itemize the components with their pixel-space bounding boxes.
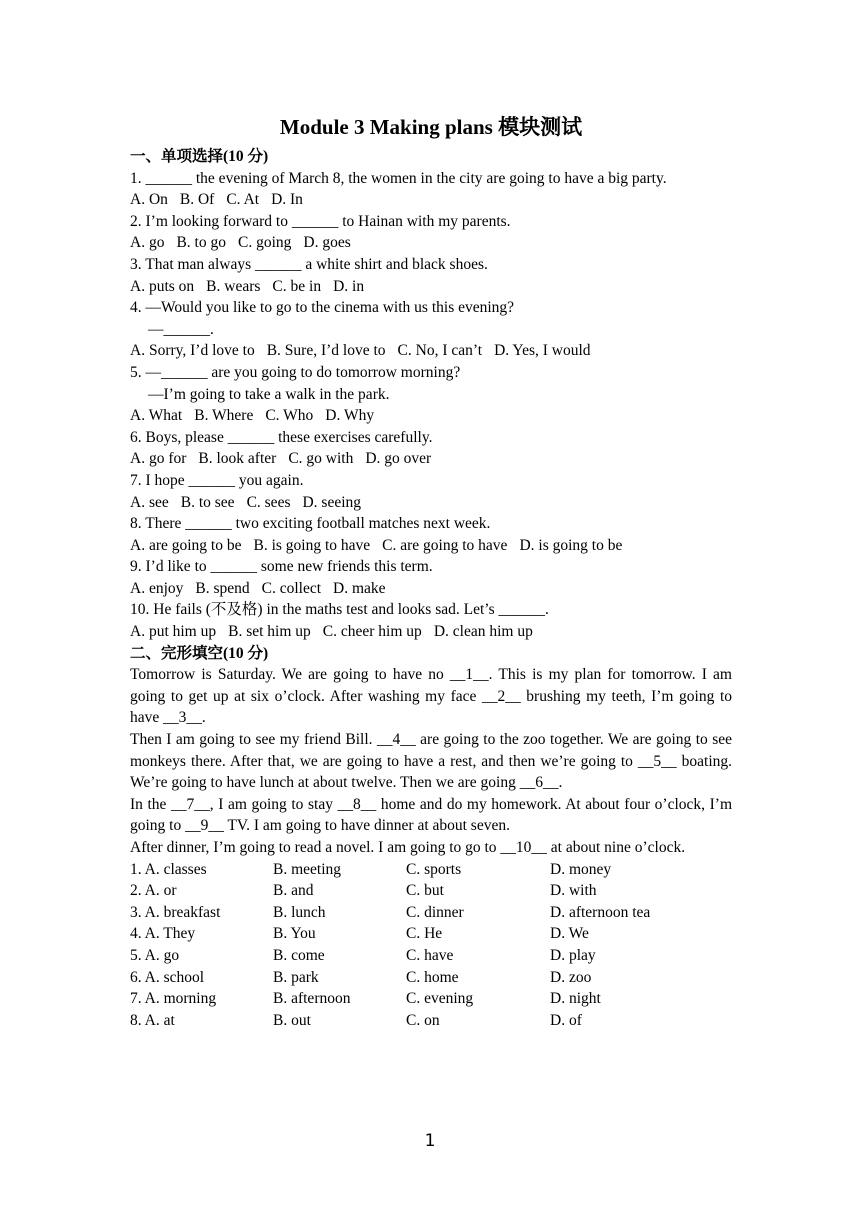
choice-cell: B. afternoon xyxy=(273,990,351,1008)
question-options xyxy=(130,448,732,470)
choice-cell: B. lunch xyxy=(273,903,326,921)
choice-cell: D. night xyxy=(550,990,601,1008)
question-stem: 3. That man always ______ a white shirt and black shoes. xyxy=(130,255,488,273)
choice-cell: 6. A. school xyxy=(130,968,205,986)
section-cloze xyxy=(130,643,732,1032)
option: A. are going to be xyxy=(130,536,242,554)
option: D. clean him up xyxy=(433,623,533,641)
option: D. make xyxy=(333,579,386,597)
option: C. collect xyxy=(261,579,322,597)
choice-cell: 2. A. or xyxy=(130,882,177,900)
option: D. seeing xyxy=(302,493,362,511)
option: D. go over xyxy=(365,450,432,468)
choice-cell: D. zoo xyxy=(550,968,592,986)
choice-cell: B. out xyxy=(273,1011,311,1029)
option: B. to go xyxy=(176,234,226,252)
choice-cell: 5. A. go xyxy=(130,946,180,964)
choice-cell: 8. A. at xyxy=(130,1011,175,1029)
choice-cell: C. sports xyxy=(406,860,462,878)
option: D. Why xyxy=(325,407,375,425)
choice-cell: 7. A. morning xyxy=(130,990,217,1008)
question-stem: 1. ______ the evening of March 8, the women in the city are going to have a big party. xyxy=(130,169,667,187)
choice-cell: C. evening xyxy=(406,990,474,1008)
page-title: Module 3 Making plans 模块测试 xyxy=(279,115,583,139)
cloze-paragraph: In the __7__, I am going to stay __8__ home and do my homework. At about four o’clock, I’m going to __9__ TV. I am going to have dinner at about seven. xyxy=(130,795,732,835)
choice-cell: D. money xyxy=(550,860,612,878)
choice-cell: D. We xyxy=(550,925,589,943)
choice-cell: C. have xyxy=(406,946,454,964)
option: D. is going to be xyxy=(519,536,623,554)
question-response: —______. xyxy=(148,320,214,338)
option: D. goes xyxy=(303,234,351,252)
choice-cell: C. home xyxy=(406,968,459,986)
question-options xyxy=(130,621,732,643)
option: B. Sure, I’d love to xyxy=(266,342,386,360)
section-heading: 一、单项选择(10 分) xyxy=(130,148,269,165)
question-stem: 5. —______ are you going to do tomorrow morning? xyxy=(130,363,461,381)
section-heading: 二、完形填空(10 分) xyxy=(130,644,269,662)
cloze-paragraph: Tomorrow is Saturday. We are going to have no __1__. This is my plan for tomorrow. I am going to get up at six o’clock. After washing my face __2__ brushing my teeth, I’m going to have __3__. xyxy=(130,666,732,727)
question-options xyxy=(130,340,732,362)
cloze-paragraph: After dinner, I’m going to read a novel. I am going to go to __10__ at about nine o’clock. xyxy=(130,839,686,856)
question-stem: 10. He fails (不及格) in the maths test and looks sad. Let’s ______. xyxy=(130,601,549,619)
question-stem: 7. I hope ______ you again. xyxy=(130,471,304,489)
choice-cell: C. on xyxy=(406,1011,440,1029)
choice-cell: B. meeting xyxy=(273,860,342,878)
option: C. are going to have xyxy=(382,536,508,554)
choice-cell: D. with xyxy=(550,882,597,900)
option: C. go with xyxy=(288,450,354,468)
option: A. puts on xyxy=(130,277,195,295)
option: D. In xyxy=(271,191,303,209)
option: B. look after xyxy=(198,450,277,468)
cloze-paragraph: Then I am going to see my friend Bill. __4__ are going to the zoo together. We are going to see monkeys there. After that, we are going to have a rest, and then we’re going to __5__ boating. We’re going to have lunch at about twelve. Then we are going __6__. xyxy=(130,731,732,792)
question-options xyxy=(130,189,732,211)
option: C. Who xyxy=(265,407,314,425)
option: C. be in xyxy=(272,277,322,295)
option: B. to see xyxy=(180,493,235,511)
choice-cell: 3. A. breakfast xyxy=(130,903,221,921)
option: A. On xyxy=(130,191,168,209)
choice-cell: B. and xyxy=(273,882,314,900)
question-stem: 2. I’m looking forward to ______ to Hainan with my parents. xyxy=(130,212,511,230)
option: B. Of xyxy=(179,191,215,209)
choice-cell: C. but xyxy=(406,882,444,900)
option: B. set him up xyxy=(228,623,311,641)
question-options xyxy=(130,492,732,514)
option: A. What xyxy=(130,407,183,425)
choice-cell: C. He xyxy=(406,925,443,943)
option: B. spend xyxy=(195,579,250,597)
option: A. see xyxy=(130,493,169,511)
question-stem: 8. There ______ two exciting football matches next week. xyxy=(130,515,491,533)
question-options xyxy=(130,405,732,427)
choice-cell: 4. A. They xyxy=(130,925,196,943)
question-options xyxy=(130,276,732,298)
option: A. go xyxy=(130,234,165,252)
option: B. Where xyxy=(194,407,254,425)
option: B. is going to have xyxy=(253,536,371,554)
question-stem: 6. Boys, please ______ these exercises carefully. xyxy=(130,428,433,446)
question-options xyxy=(130,535,732,557)
option: C. At xyxy=(226,191,260,209)
option: A. enjoy xyxy=(130,579,184,597)
option: A. put him up xyxy=(130,623,217,641)
question-stem: 4. —Would you like to go to the cinema with us this evening? xyxy=(130,299,515,317)
question-stem: 9. I’d like to ______ some new friends this term. xyxy=(130,558,433,576)
choice-cell: D. play xyxy=(550,946,596,964)
cloze-choices-table xyxy=(130,859,732,1032)
question-options xyxy=(130,578,732,600)
choice-cell: B. park xyxy=(273,968,319,986)
document-page xyxy=(130,112,732,1031)
page-number: 1 xyxy=(424,1131,436,1151)
choice-cell: C. dinner xyxy=(406,903,464,921)
choice-cell: 1. A. classes xyxy=(130,860,207,878)
section-multiple-choice xyxy=(130,146,732,643)
option: C. going xyxy=(237,234,292,252)
option: A. go for xyxy=(130,450,187,468)
option: D. Yes, I would xyxy=(494,342,591,360)
choice-cell: D. afternoon tea xyxy=(550,903,651,921)
option: C. sees xyxy=(246,493,291,511)
option: B. wears xyxy=(206,277,261,295)
question-options xyxy=(130,232,732,254)
choice-cell: D. of xyxy=(550,1011,582,1029)
option: D. in xyxy=(333,277,365,295)
option: C. cheer him up xyxy=(322,623,422,641)
option: A. Sorry, I’d love to xyxy=(130,342,255,360)
question-response: —I’m going to take a walk in the park. xyxy=(148,385,390,403)
option: C. No, I can’t xyxy=(397,342,483,360)
choice-cell: B. come xyxy=(273,946,325,964)
choice-cell: B. You xyxy=(273,925,316,943)
